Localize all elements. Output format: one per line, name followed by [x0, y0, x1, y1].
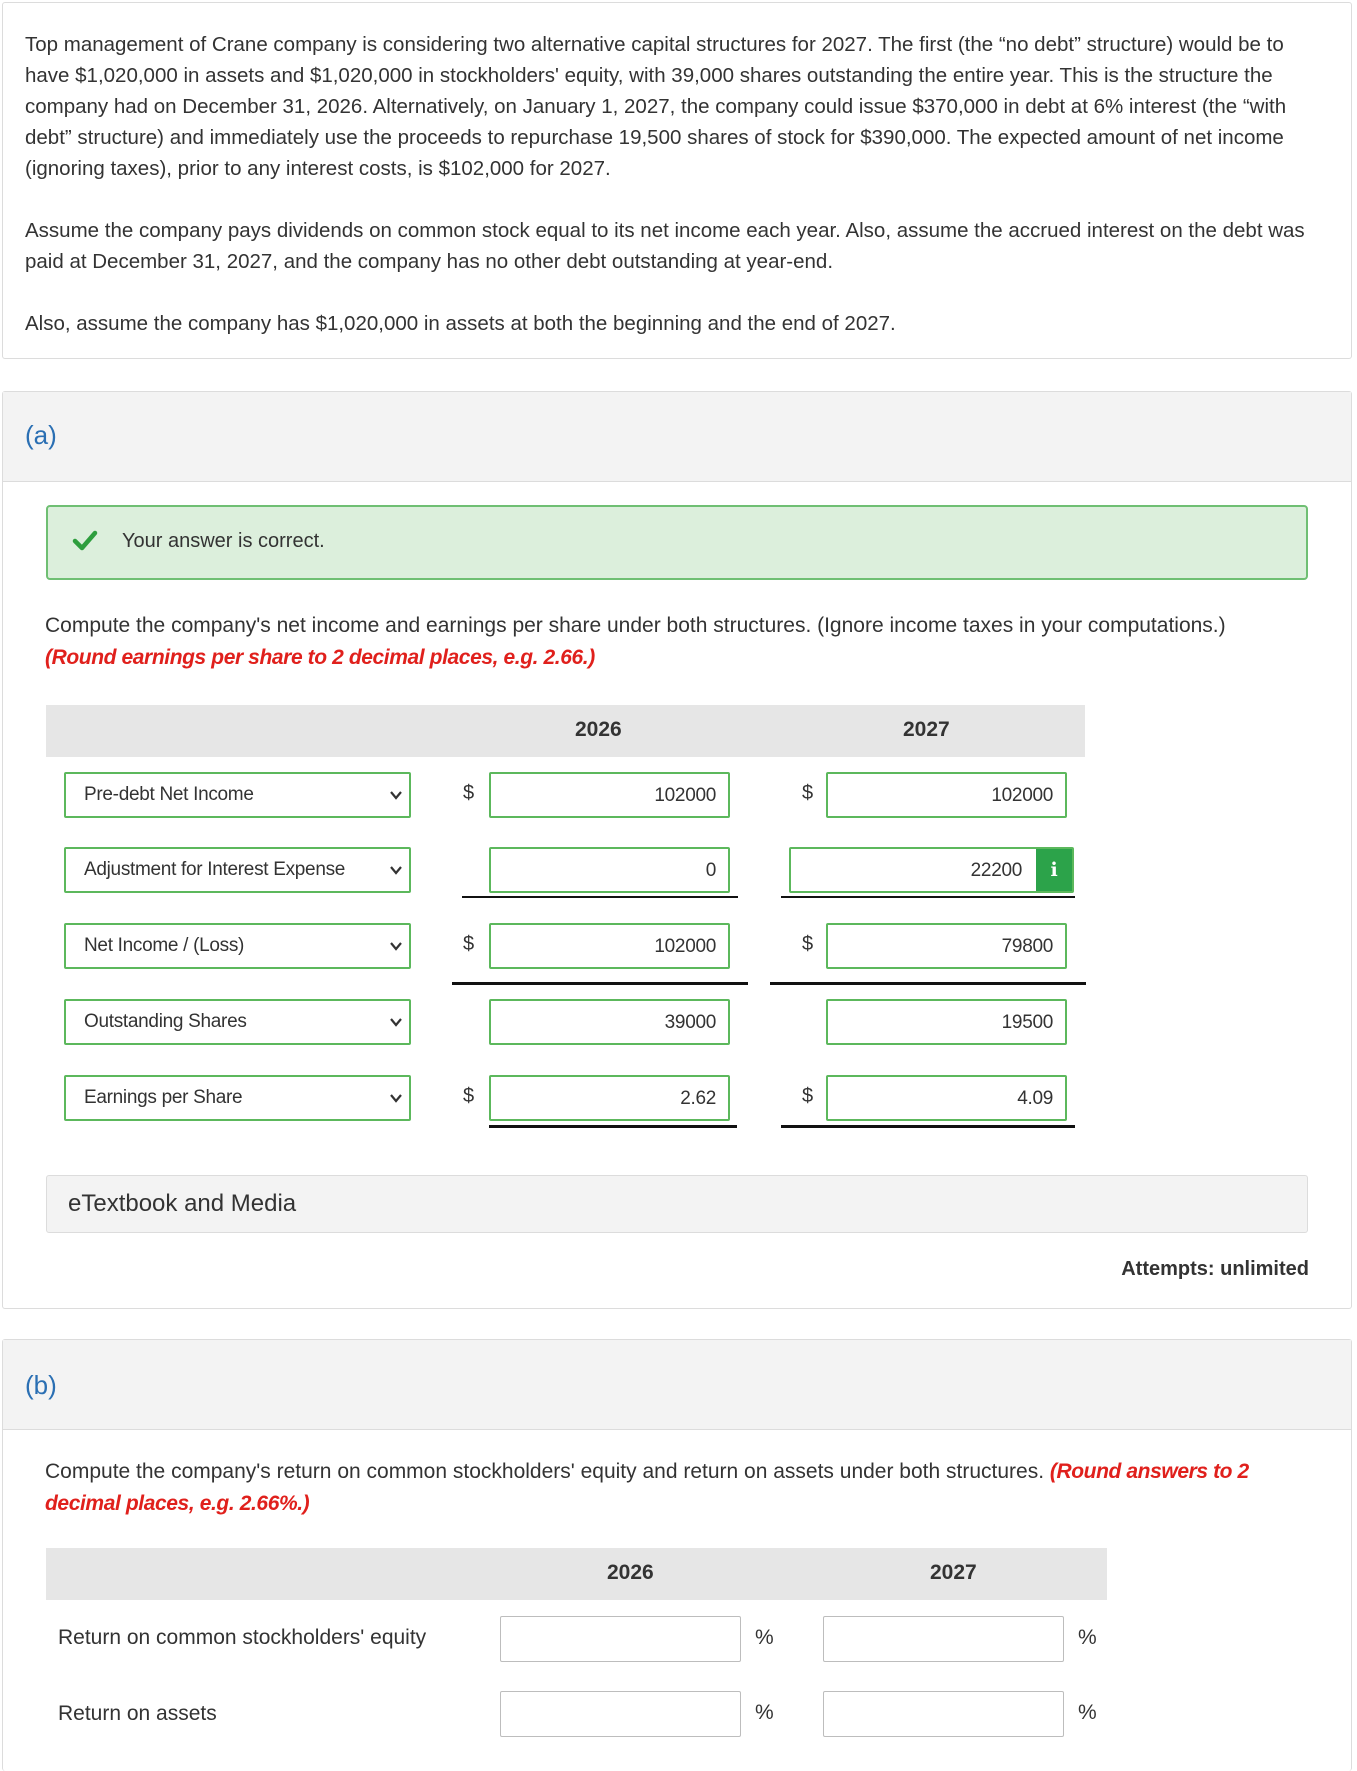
part-a-header	[3, 392, 1351, 482]
col-2027-header: 2027	[930, 1561, 977, 1584]
input-2026-roe[interactable]	[500, 1616, 741, 1662]
part-a-question-text: Compute the company's net income and earnings per share under both structures. (Ignore income taxes in your computations.)	[45, 614, 1226, 637]
percent-sign: %	[1078, 1701, 1097, 1724]
input-2026-shares[interactable]	[489, 999, 730, 1045]
select-value: Earnings per Share	[84, 1087, 243, 1108]
part-a-instruction: (Round earnings per share to 2 decimal places, e.g. 2.66.)	[45, 646, 595, 669]
intro-paragraph-3: Also, assume the company has $1,020,000 in assets at both the beginning and the end of 2027.	[25, 312, 896, 335]
chevron-down-icon	[389, 1015, 403, 1029]
double-underline	[489, 1125, 737, 1128]
percent-sign: %	[755, 1701, 774, 1724]
row-label-select-pre-debt[interactable]	[64, 772, 411, 818]
input-value: 0	[705, 860, 716, 881]
input-value: 102000	[654, 936, 716, 957]
part-b-label: (b)	[25, 1370, 57, 1400]
row-label-select-net-income[interactable]	[64, 923, 411, 969]
part-a-section	[2, 391, 1352, 1309]
currency-sign: $	[463, 933, 475, 955]
input-value: 19500	[1001, 1012, 1053, 1033]
input-2027-interest[interactable]	[789, 847, 1074, 893]
input-value: 102000	[991, 785, 1053, 806]
part-b-question-text: Compute the company's return on common stockholders' equity and return on assets under both structures.	[45, 1460, 1045, 1483]
double-underline	[781, 1125, 1075, 1128]
col-2026-header: 2026	[575, 718, 622, 741]
part-b-section	[2, 1339, 1352, 1771]
input-2026-roa[interactable]	[500, 1691, 741, 1737]
problem-statement	[2, 2, 1352, 359]
currency-sign: $	[463, 782, 475, 804]
currency-sign: $	[802, 933, 814, 955]
row-label-select-interest[interactable]	[64, 847, 411, 893]
select-value: Outstanding Shares	[84, 1011, 247, 1032]
intro-paragraph-2: Assume the company pays dividends on common stock equal to its net income each year. Also, assume the accrued interest on the debt was paid at December 31, 2027, and the company has no other debt outstanding at year-end.	[25, 219, 1305, 273]
currency-sign: $	[463, 1085, 475, 1107]
checkmark-icon	[72, 527, 98, 553]
chevron-down-icon	[389, 939, 403, 953]
col-2027-header: 2027	[903, 718, 950, 741]
chevron-down-icon	[389, 788, 403, 802]
correct-feedback	[46, 505, 1308, 580]
select-value: Net Income / (Loss)	[84, 935, 245, 956]
feedback-text: Your answer is correct.	[122, 530, 325, 552]
double-underline	[452, 982, 748, 985]
input-2026-pre-debt[interactable]	[489, 772, 730, 818]
row-label-select-eps[interactable]	[64, 1075, 411, 1121]
row-label-roe: Return on common stockholders' equity	[58, 1626, 427, 1649]
part-a-question	[45, 610, 1315, 674]
input-2027-net-income[interactable]	[826, 923, 1067, 969]
percent-sign: %	[755, 1626, 774, 1649]
part-b-table-header	[46, 1548, 1107, 1600]
input-2026-net-income[interactable]	[489, 923, 730, 969]
input-value: 4.09	[1017, 1088, 1053, 1109]
etextbook-media-link[interactable]: eTextbook and Media	[46, 1175, 1308, 1233]
double-underline	[770, 982, 1086, 985]
select-value: Adjustment for Interest Expense	[84, 859, 346, 880]
currency-sign: $	[802, 1085, 814, 1107]
row-label-roa: Return on assets	[58, 1702, 217, 1725]
attempts-label: Attempts: unlimited	[1121, 1258, 1309, 1280]
input-2026-eps[interactable]	[489, 1075, 730, 1121]
underline	[462, 896, 738, 898]
input-2027-pre-debt[interactable]	[826, 772, 1067, 818]
input-value: 79800	[1001, 936, 1053, 957]
part-b-instruction: (Round answers to 2 decimal places, e.g. 2.66%.)	[45, 1460, 1249, 1515]
currency-sign: $	[802, 782, 814, 804]
part-b-question	[45, 1456, 1325, 1520]
input-value: 22200	[970, 860, 1022, 881]
input-2027-eps[interactable]	[826, 1075, 1067, 1121]
row-label-select-shares[interactable]	[64, 999, 411, 1045]
part-b-header	[3, 1340, 1351, 1430]
input-value: 102000	[654, 785, 716, 806]
part-a-table-header	[46, 705, 1085, 757]
info-icon[interactable]: i	[1036, 849, 1072, 891]
intro-paragraph-1: Top management of Crane company is considering two alternative capital structures for 2027. The first (the “no debt” structure) would be to have $1,020,000 in assets and $1,020,000 in stockholders' equity, with 39,000 shares outstanding the entire year. This is the structure the company had on December 31, 2026. Alternatively, on January 1, 2027, the company could issue $370,000 in debt at 6% interest (the “with debt” structure) and immediately use the proceeds to repurchase 19,500 shares of stock for $390,000. The expected amount of net income (ignoring taxes), prior to any interest costs, is $102,000 for 2027.	[25, 33, 1287, 180]
col-2026-header: 2026	[607, 1561, 654, 1584]
select-value: Pre-debt Net Income	[84, 784, 254, 805]
chevron-down-icon	[389, 863, 403, 877]
underline	[781, 896, 1075, 898]
input-2027-roa[interactable]	[823, 1691, 1064, 1737]
input-2026-interest[interactable]	[489, 847, 730, 893]
input-value: 39000	[664, 1012, 716, 1033]
part-a-label: (a)	[25, 420, 57, 450]
chevron-down-icon	[389, 1091, 403, 1105]
input-value: 2.62	[680, 1088, 716, 1109]
input-2027-roe[interactable]	[823, 1616, 1064, 1662]
percent-sign: %	[1078, 1626, 1097, 1649]
input-2027-shares[interactable]	[826, 999, 1067, 1045]
